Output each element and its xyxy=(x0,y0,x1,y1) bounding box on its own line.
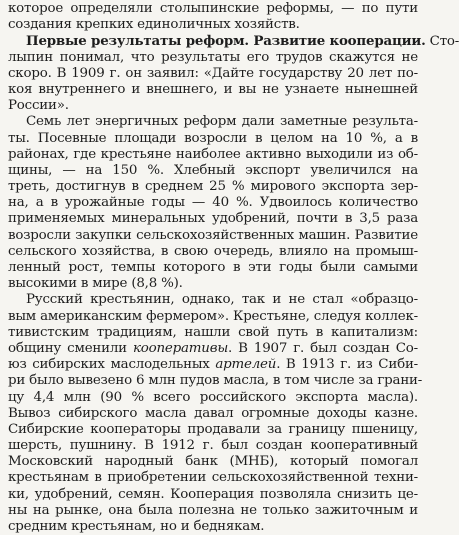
line-text: ны на рынке, она была полезна не только зажиточным и xyxy=(8,502,418,518)
text-line xyxy=(8,341,418,357)
line-text: которое определяли столыпинские реформы, — по пути xyxy=(8,1,418,16)
line-text: скоро. В 1909 г. он заявил: «Дайте государству 20 лет по- xyxy=(8,65,418,81)
line-text: ки, удобрений, семян. Кооперация позволяла снизить це- xyxy=(8,486,418,502)
line-text: цу 4,4 млн (90 % всего российского экспорта масла). xyxy=(8,389,418,405)
line-text: на, а в урожайные годы — 40 %. Удвоилось количество xyxy=(8,195,418,211)
text-line xyxy=(8,470,418,486)
text-line xyxy=(8,98,418,114)
text-line xyxy=(8,195,418,211)
emphasized-term: артелей xyxy=(215,357,277,373)
text-line xyxy=(8,17,418,33)
text-line xyxy=(8,114,418,130)
line-text: Сибирские кооператоры продавали за границу пшеницу, xyxy=(8,421,418,437)
line-text: крестьянам в приобретении сельскохозяйственной техни- xyxy=(8,470,418,486)
text-line xyxy=(8,325,418,341)
line-text: ри было вывезено 6 млн пудов масла, в том числе за грани- xyxy=(8,373,423,389)
text-line xyxy=(8,503,418,519)
text-line xyxy=(8,292,418,308)
line-text: сельского хозяйства, в свою очередь, влияло на промыш- xyxy=(8,243,418,259)
text-line xyxy=(8,487,418,503)
line-text: щины, — на 150 %. Хлебный экспорт увеличился на xyxy=(8,162,418,178)
line-text: лыпин понимал, что результаты его трудов скажутся не xyxy=(8,49,418,65)
line-text-continued: . В 1913 г. из Сиби- xyxy=(276,357,418,373)
text-line xyxy=(8,438,418,454)
text-line xyxy=(8,422,418,438)
text-line xyxy=(8,276,418,292)
line-text: вым американским фермером». Крестьяне, следуя коллек- xyxy=(8,308,418,324)
line-text-continued: . В 1907 г. был создан Со- xyxy=(228,340,418,356)
text-line xyxy=(8,131,418,147)
line-text: общину сменили xyxy=(8,340,133,356)
text-line xyxy=(8,260,418,276)
text-line xyxy=(8,373,423,389)
line-text: применяемых минеральных удобрений, почти в 3,5 раза xyxy=(8,211,418,227)
line-text: тивистским традициям, нашли свой путь в капитализм: xyxy=(8,324,418,340)
line-text: Русский крестьянин, однако, так и не стал «образцо- xyxy=(26,292,418,308)
text-line xyxy=(8,50,418,66)
text-line xyxy=(8,357,418,373)
text-line xyxy=(8,406,418,422)
line-text: Сто- xyxy=(425,34,459,50)
text-line xyxy=(8,82,418,98)
text-line xyxy=(8,309,418,325)
text-line xyxy=(8,33,459,50)
line-text: России». xyxy=(8,98,69,114)
line-text: средним крестьянам, но и беднякам. xyxy=(8,519,265,534)
line-text: коя внутреннего и внешнего, и вы не узнаете нынешней xyxy=(8,81,418,97)
line-text: Московский народный банк (МНБ), который помогал xyxy=(8,454,418,470)
line-text: шерсть, пушнину. В 1912 г. был создан кооперативный xyxy=(8,438,418,454)
line-text: Семь лет энергичных реформ дали заметные результа- xyxy=(26,114,418,130)
line-text: районах, где крестьяне наиболее активно выходили из об- xyxy=(8,146,418,162)
text-line xyxy=(8,390,418,406)
text-line xyxy=(8,147,418,163)
section-heading: Первые результаты реформ. Развитие кооперации. xyxy=(26,33,426,50)
text-line xyxy=(8,179,418,195)
text-line xyxy=(8,519,418,535)
line-text: высокими в мире (8,8 %). xyxy=(8,276,183,292)
text-line xyxy=(8,244,418,260)
text-line xyxy=(8,66,418,82)
line-text: ленный рост, темпы которого в эти годы были самыми xyxy=(8,260,418,275)
line-text: треть, достигнув в среднем 25 % мирового экспорта зер- xyxy=(8,179,418,195)
line-text: возросли закупки сельскохозяйственных машин. Развитие xyxy=(8,227,418,243)
line-text: ты. Посевные площади возросли в целом на 10 %, а в xyxy=(8,130,418,146)
text-line xyxy=(8,211,418,227)
line-text: Вывоз сибирского масла давал огромные доходы казне. xyxy=(8,405,418,421)
line-text: создания крепких единоличных хозяйств. xyxy=(8,17,300,33)
line-text: юз сибирских маслодельных xyxy=(8,357,216,373)
text-line xyxy=(8,454,418,470)
text-line xyxy=(8,163,418,179)
emphasized-term: кооперативы xyxy=(132,340,229,356)
text-line xyxy=(8,1,418,17)
text-line xyxy=(8,228,418,244)
